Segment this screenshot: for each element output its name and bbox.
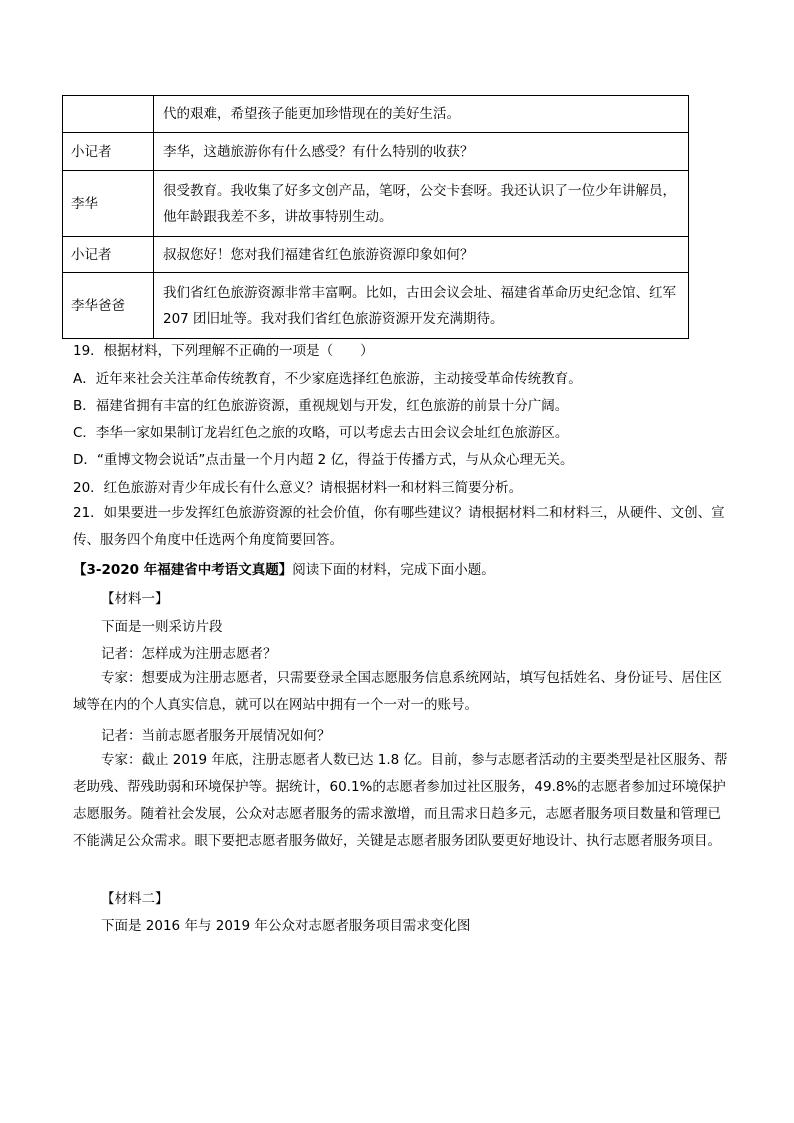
chart-caption: 下面是 2016 年与 2019 年公众对志愿者服务项目需求变化图 xyxy=(101,918,471,934)
question-19: 19．根据材料，下列理解不正确的一项是（ ） xyxy=(73,343,374,359)
table-row xyxy=(63,237,689,273)
expert-answer-2: 专家：截止 2019 年底，注册志愿者人数已达 1.8 亿。目前，参与志愿者活动的主要类型是社区服务、帮老助残、帮残助弱和环境保护等。据统计，60.1%的志愿者参加过社区服务，49.8%的志愿者参加过环境保护志愿服务。随着社会发展，公众对志愿者服务的需求激增，而且需求日趋多元，志愿者服务项目数量和管理已不能满足公众需求。眼下要把志愿者服务做好，关键是志愿者服务团队要更好地设计、执行志愿者服务项目。 xyxy=(73,752,728,849)
speech-cell: 代的艰难，希望孩子能更加珍惜现在的美好生活。 xyxy=(154,96,689,133)
interview-intro: 下面是一则采访片段 xyxy=(101,619,223,635)
speech-cell: 很受教育。我收集了好多文创产品，笔呀，公交卡套呀。我还认识了一位少年讲解员，他年龄跟我差不多，讲故事特别生动。 xyxy=(154,171,689,237)
interview-table xyxy=(62,95,689,339)
option-c: C．李华一家如果制订龙岩红色之旅的攻略，可以考虑去古田会议会址红色旅游区。 xyxy=(73,425,569,441)
option-b: B．福建省拥有丰富的红色旅游资源，重视规划与开发，红色旅游的前景十分广阔。 xyxy=(73,398,569,414)
speaker-cell: 小记者 xyxy=(63,133,154,171)
reporter-question-1: 记者：怎样成为注册志愿者？ xyxy=(101,646,277,662)
table-row xyxy=(63,96,689,133)
material2-title: 【材料二】 xyxy=(101,891,169,907)
speaker-cell xyxy=(63,96,154,133)
reporter-question-2: 记者：当前志愿者服务开展情况如何？ xyxy=(101,728,331,744)
table-row xyxy=(63,133,689,171)
table-row xyxy=(63,171,689,237)
table-row xyxy=(63,273,689,339)
expert-answer-1: 专家：想要成为注册志愿者，只需要登录全国志愿服务信息系统网站，填写包括姓名、身份证号、居住区域等在内的个人真实信息，就可以在网站中拥有一个一对一的账号。 xyxy=(73,670,722,713)
speaker-cell: 李华爸爸 xyxy=(63,273,154,339)
question-21: 21．如果要进一步发挥红色旅游资源的社会价值，你有哪些建议？请根据材料二和材料三，从硬件、文创、宣传、服务四个角度中任选两个角度简要回答。 xyxy=(73,505,725,548)
section-header xyxy=(73,560,730,580)
speech-cell: 李华，这趟旅游你有什么感受？有什么特别的收获？ xyxy=(154,133,689,171)
speaker-cell: 小记者 xyxy=(63,237,154,273)
source-label: 【3-2020 年福建省中考语文真题】 xyxy=(73,562,293,578)
question-20: 20．红色旅游对青少年成长有什么意义？请根据材料一和材料三简要分析。 xyxy=(73,480,523,496)
option-d: D．“重博文物会说话”点击量一个月内超 2 亿，得益于传播方式，与从众心理无关。 xyxy=(73,452,574,468)
speech-cell: 我们省红色旅游资源非常丰富啊。比如，古田会议会址、福建省革命历史纪念馆、红军 207 团旧址等。我对我们省红色旅游资源开发充满期待。 xyxy=(154,273,689,339)
section-instruction: 阅读下面的材料，完成下面小题。 xyxy=(292,562,495,578)
material1-title: 【材料一】 xyxy=(101,591,169,607)
speech-cell: 叔叔您好！您对我们福建省红色旅游资源印象如何？ xyxy=(154,237,689,273)
speaker-cell: 李华 xyxy=(63,171,154,237)
option-a: A．近年来社会关注革命传统教育，不少家庭选择红色旅游，主动接受革命传统教育。 xyxy=(73,371,582,387)
